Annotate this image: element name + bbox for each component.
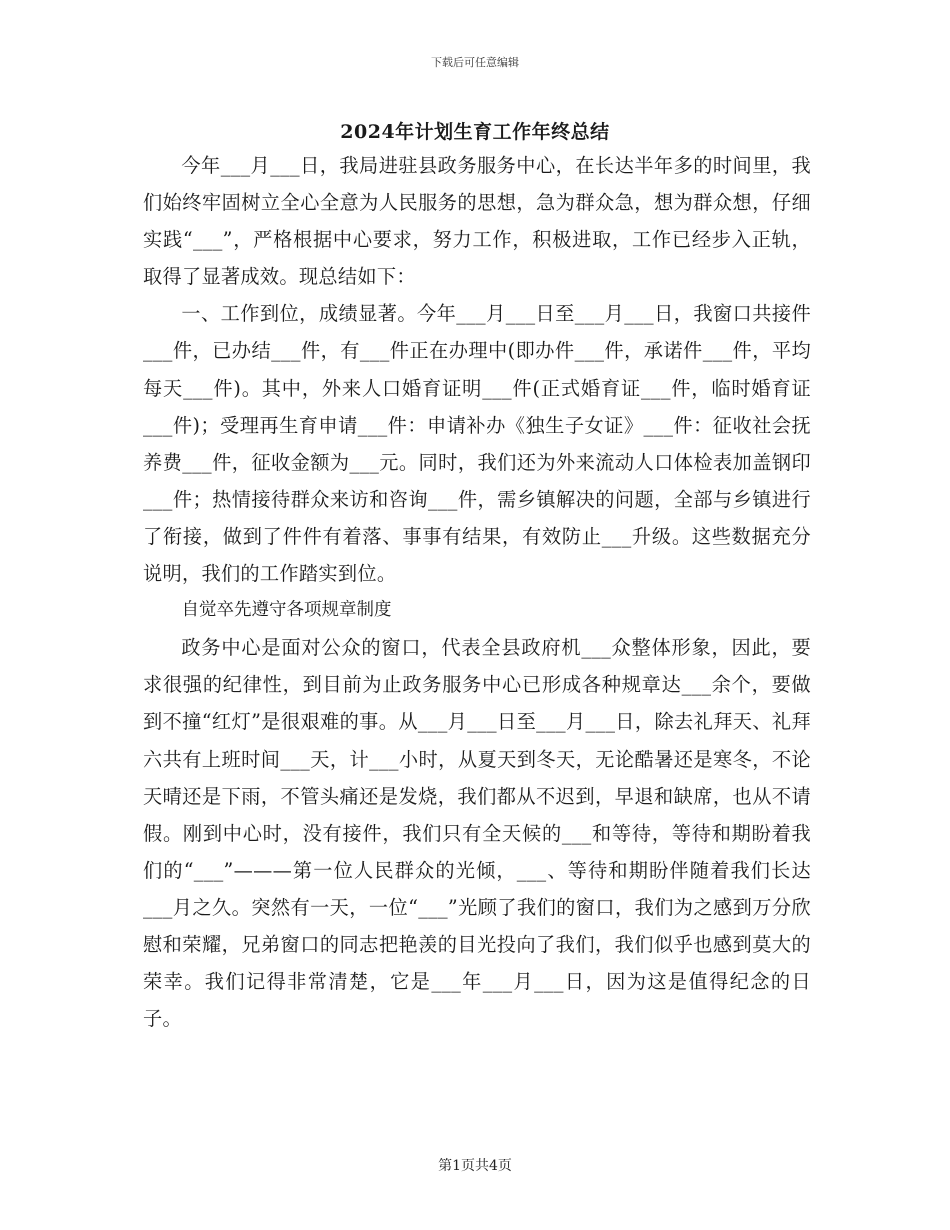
header-note: 下载后可任意编辑 bbox=[431, 56, 519, 69]
paragraph-section-2: 政务中心是面对公众的窗口，代表全县政府机___众整体形象，因此，要求很强的纪律性，到目前为止政务服务中心已形成各种规章达___余个，要做到不撞“红灯”是很艰难的事。从___月___日至___月___日，除去礼拜天、礼拜六共有上班时间___天，计___小时，从夏天到冬天，无论酷暑还是寒冬，不论天晴还是下雨，不管头痛还是发烧，我们都从不迟到，早退和缺席，也从不请假。刚到中心时，没有接件，我们只有全天候的___和等待，等待和期盼着我们的“___”———第一位人民群众的光倾，___、等待和期盼伴随着我们长达___月之久。突然有一天，一位“___”光顾了我们的窗口，我们为之感到万分欣慰和荣耀，兄弟窗口的同志把艳羡的目光投向了我们，我们似乎也感到莫大的荣幸。我们记得非常清楚，它是___年___月___日，因为这是值得纪念的日子。 bbox=[143, 636, 811, 1031]
page-number: 第1页共4页 bbox=[438, 1158, 512, 1174]
document-body bbox=[143, 147, 811, 1037]
section-subheading: 自觉卒先遵守各项规章制度 bbox=[181, 600, 392, 621]
paragraph-intro: 今年___月___日，我局进驻县政务服务中心，在长达半年多的时间里，我们始终牢固树立全心全意为人民服务的思想，急为群众急，想为群众想，仔细实践“___”，严格根据中心要求，努力工作，积极进取，工作已经步入正轨，取得了显著成效。现总结如下： bbox=[143, 154, 811, 289]
document-title: 2024年计划生育工作年终总结 bbox=[340, 121, 610, 143]
paragraph-section-1: 一、工作到位，成绩显著。今年___月___日至___月___日，我窗口共接件___件，已办结___件，有___件正在办理中(即办件___件，承诺件___件，平均每天___件)。其中，外来人口婚育证明___件(正式婚育证___件，临时婚育证___件)；受理再生育申请___件：申请补办《独生子女证》___件：征收社会抚养费___件，征收金额为___元。同时，我们还为外来流动人口体检表加盖钢印___件；热情接待群众来访和咨询___件，需乡镇解决的问题，全部与乡镇进行了衔接，做到了件件有着落、事事有结果，有效防止___升级。这些数据充分说明，我们的工作踏实到位。 bbox=[143, 302, 811, 586]
